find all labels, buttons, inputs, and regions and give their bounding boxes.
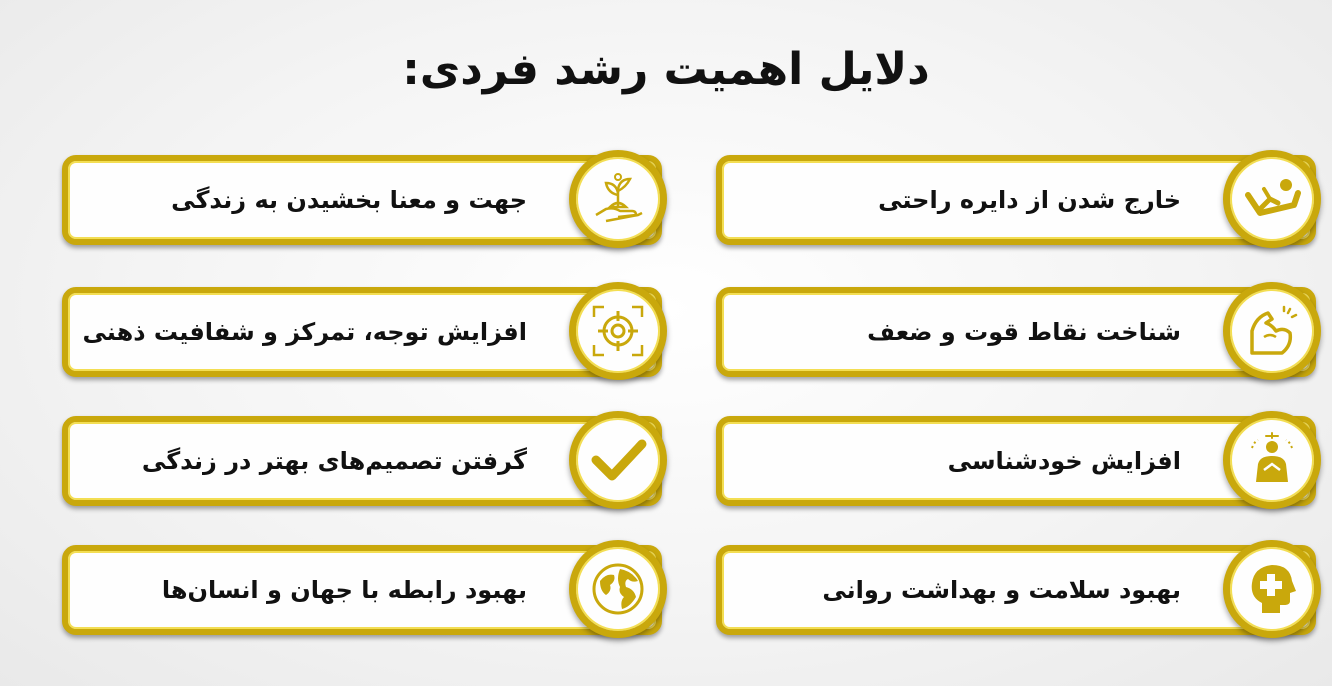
reason-label: بهبود سلامت و بهداشت روانی xyxy=(822,576,1181,604)
meditating-person-icon xyxy=(1242,430,1302,490)
plant-in-hand-icon xyxy=(588,169,648,229)
reason-badge xyxy=(569,540,667,638)
globe-icon xyxy=(588,559,648,619)
checkmark-icon xyxy=(588,430,648,490)
reason-label: خارج شدن از دایره راحتی xyxy=(878,186,1181,214)
page-title: دلایل اهمیت رشد فردی: xyxy=(402,44,930,95)
reason-label: افزایش خودشناسی xyxy=(947,447,1181,475)
reason-card-meaning xyxy=(62,155,662,245)
reason-badge xyxy=(569,282,667,380)
reason-card-self-knowledge xyxy=(716,416,1316,506)
reason-badge xyxy=(569,411,667,509)
person-in-box-icon xyxy=(1242,169,1302,229)
flexed-arm-icon xyxy=(1242,301,1302,361)
head-medical-cross-icon xyxy=(1242,559,1302,619)
reason-card-strengths xyxy=(716,287,1316,377)
reason-badge xyxy=(1223,150,1321,248)
reason-label: افزایش توجه، تمرکز و شفافیت ذهنی xyxy=(82,318,527,346)
reason-badge xyxy=(569,150,667,248)
reason-badge xyxy=(1223,282,1321,380)
reason-card-mental-health xyxy=(716,545,1316,635)
reason-label: جهت و معنا بخشیدن به زندگی xyxy=(171,186,527,214)
reason-badge xyxy=(1223,540,1321,638)
target-crosshair-icon xyxy=(588,301,648,361)
reason-badge xyxy=(1223,411,1321,509)
reason-card-decisions xyxy=(62,416,662,506)
reason-card-focus xyxy=(62,287,662,377)
reason-card-comfort-zone xyxy=(716,155,1316,245)
reason-label: شناخت نقاط قوت و ضعف xyxy=(867,318,1181,346)
reason-card-relations xyxy=(62,545,662,635)
reason-label: گرفتن تصمیم‌های بهتر در زندگی xyxy=(141,447,527,475)
reason-label: بهبود رابطه با جهان و انسان‌ها xyxy=(161,576,527,604)
